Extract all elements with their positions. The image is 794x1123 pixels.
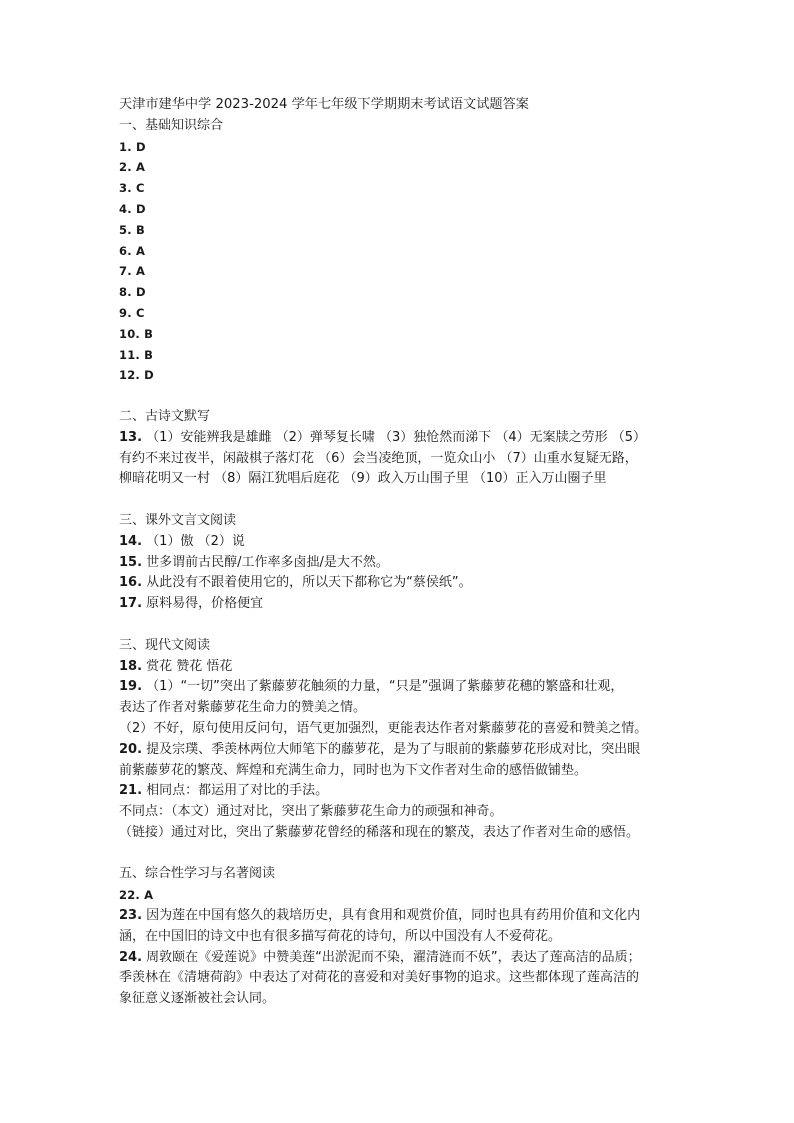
- answer-21-cont: 不同点：（本文）通过对比，突出了紫藤萝花生命力的顽强和神奇。: [119, 804, 503, 820]
- answer-item: 3. C: [119, 181, 145, 196]
- answer-text: （1）“一切”突出了紫藤萝花触须的力量，“只是”强调了紫藤萝花穗的繁盛和壮观，: [146, 679, 624, 695]
- answer-item: 6. A: [119, 243, 146, 258]
- answer-22: 22. A: [119, 888, 154, 903]
- spacer: [119, 386, 689, 407]
- question-number: 24.: [119, 949, 143, 965]
- answer-24-cont: 象征意义逐渐被社会认同。: [119, 991, 276, 1007]
- answer-text: 世多谓前古民醇/工作率多卤拙/是大不然。: [146, 554, 389, 570]
- answer-23: [119, 906, 689, 927]
- answer-item: 10. B: [119, 326, 154, 341]
- question-number: 15.: [119, 554, 143, 570]
- spacer: [119, 615, 689, 636]
- answer-19: [119, 677, 689, 698]
- answer-item: 4. D: [119, 201, 146, 216]
- question-number: 13.: [119, 429, 143, 445]
- answer-item: 9. C: [119, 305, 145, 320]
- question-number: 19.: [119, 679, 143, 695]
- answer-text: （1）安能辨我是雄雌 （2）弹琴复长啸 （3）独怆然而涕下 （4）无案牍之劳形 （5）: [146, 429, 647, 445]
- answer-text: 周敦颐在《爱莲说》中赞美莲“出淤泥而不染，濯清涟而不妖”，表达了莲高洁的品质；: [146, 949, 641, 965]
- answer-24-cont: 季羡林在《清塘荷韵》中表达了对荷花的喜爱和对美好事物的追求。这些都体现了莲高洁的: [119, 970, 640, 986]
- question-number: 23.: [119, 908, 143, 924]
- section-5-heading: 五、综合性学习与名著阅读: [119, 866, 276, 882]
- section-4-heading: 三、现代文阅读: [119, 637, 211, 653]
- answer-text: 原料易得，价格便宜: [146, 596, 264, 612]
- answer-item: 1. D: [119, 139, 146, 154]
- answer-item: 7. A: [119, 264, 146, 279]
- answer-text: 相同点：都运用了对比的手法。: [146, 783, 329, 799]
- answer-item: 5. B: [119, 222, 145, 237]
- answer-19-part2: （2）不好，原句使用反问句，语气更加强烈，更能表达作者对紫藤萝花的喜爱和赞美之情。: [119, 720, 648, 736]
- answer-13-cont: 有约不来过夜半，闲敲棋子落灯花 （6）会当凌绝顶，一览众山小 （7）山重水复疑无路，: [119, 450, 638, 466]
- answer-text: 从此没有不跟着使用它的，所以天下都称它为“蔡侯纸”。: [146, 575, 472, 591]
- answer-text: 因为莲在中国有悠久的栽培历史，具有食用和观赏价值，同时也具有药用价值和文化内: [146, 908, 641, 924]
- answer-item: 11. B: [119, 347, 154, 362]
- answer-21: [119, 781, 689, 802]
- answer-18: [119, 657, 689, 678]
- answer-24: [119, 948, 689, 969]
- answer-content: [119, 95, 689, 1010]
- section-1-heading: 一、基础知识综合: [119, 117, 224, 133]
- answer-23-cont: 涵，在中国旧的诗文中也有很多描写荷花的诗句，所以中国没有人不爱荷花。: [119, 928, 562, 944]
- question-number: 14.: [119, 533, 143, 549]
- spacer: [119, 490, 689, 511]
- answer-20: [119, 740, 689, 761]
- answer-item: 8. D: [119, 285, 146, 300]
- spacer: [119, 844, 689, 865]
- answer-text: （1）傲 （2）说: [146, 533, 245, 549]
- answer-14: [119, 532, 689, 553]
- answer-13: [119, 428, 689, 449]
- question-number: 21.: [119, 783, 143, 799]
- answer-item: 12. D: [119, 368, 154, 383]
- answer-16: [119, 573, 689, 594]
- answer-21-cont: （链接）通过对比，突出了紫藤萝花曾经的稀落和现在的繁茂，表达了作者对生命的感悟。: [119, 824, 640, 840]
- question-number: 18.: [119, 658, 143, 674]
- document-title: 天津市建华中学 2023-2024 学年七年级下学期期末考试语文试题答案: [119, 97, 529, 112]
- question-number: 16.: [119, 575, 143, 591]
- question-number: 17.: [119, 596, 143, 612]
- answer-item: 2. A: [119, 160, 146, 175]
- answer-13-cont: 柳暗花明又一村 （8）隔江犹唱后庭花 （9）政入万山围子里 （10）正入万山圈子里: [119, 471, 607, 487]
- answer-20-cont: 前紫藤萝花的繁茂、辉煌和充满生命力，同时也为下文作者对生命的感悟做铺垫。: [119, 762, 588, 778]
- section-3-heading: 三、课外文言文阅读: [119, 512, 237, 528]
- answer-15: [119, 553, 689, 574]
- answer-17: [119, 594, 689, 615]
- question-number: 20.: [119, 741, 143, 757]
- answer-text: 赏花 赞花 悟花: [146, 658, 233, 674]
- section-2-heading: 二、古诗文默写: [119, 408, 211, 424]
- answer-19-cont: 表达了作者对紫藤萝花生命力的赞美之情。: [119, 700, 367, 716]
- answer-text: 提及宗璞、季羡林两位大师笔下的藤萝花，是为了与眼前的紫藤萝花形成对比，突出眼: [146, 741, 641, 757]
